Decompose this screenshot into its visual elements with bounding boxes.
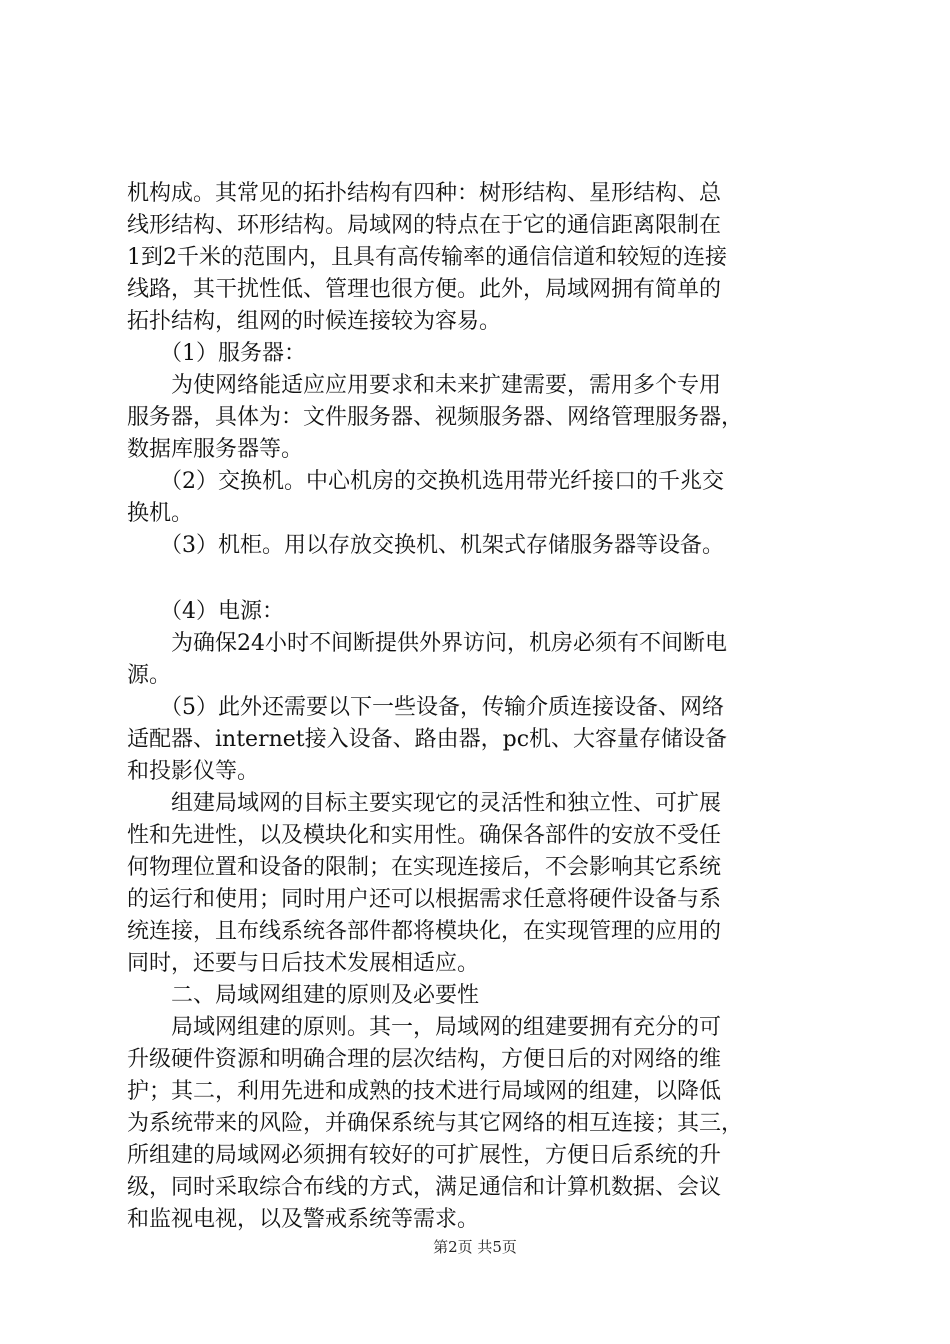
text-line: 机构成。其常见的拓扑结构有四种：树形结构、星形结构、总 xyxy=(127,181,722,206)
text-line: 1到2千米的范围内，且具有高传输率的通信信道和较短的连接 xyxy=(127,245,727,270)
text-line: 同时，还要与日后技术发展相适应。 xyxy=(127,951,480,976)
text-line: 所组建的局域网必须拥有较好的可扩展性，方便日后系统的升 xyxy=(127,1143,722,1168)
text-line: （5）此外还需要以下一些设备，传输介质连接设备、网络 xyxy=(127,695,724,720)
text-line: 和投影仪等。 xyxy=(127,759,260,784)
text-line: 统连接，且布线系统各部件都将模块化，在实现管理的应用的 xyxy=(127,919,722,944)
text-line: 为确保24小时不间断提供外界访问，机房必须有不间断电 xyxy=(127,631,727,656)
text-line: 换机。 xyxy=(127,501,194,526)
text-line: 服务器，具体为：文件服务器、视频服务器、网络管理服务器， xyxy=(127,405,744,430)
text-line: 的运行和使用；同时用户还可以根据需求任意将硬件设备与系 xyxy=(127,887,722,912)
text-line: （4）电源： xyxy=(127,599,284,624)
text-line: 级，同时采取综合布线的方式，满足通信和计算机数据、会议 xyxy=(127,1175,722,1200)
text-line: （2）交换机。中心机房的交换机选用带光纤接口的千兆交 xyxy=(127,469,724,494)
text-line: 何物理位置和设备的限制；在实现连接后，不会影响其它系统 xyxy=(127,855,722,880)
text-line: 拓扑结构，组网的时候连接较为容易。 xyxy=(127,309,502,334)
text-line: 源。 xyxy=(127,663,172,688)
text-line: 护；其二，利用先进和成熟的技术进行局域网的组建，以降低 xyxy=(127,1079,722,1104)
text-line: 局域网组建的原则。其一，局域网的组建要拥有充分的可 xyxy=(127,1015,722,1040)
text-line: 二、局域网组建的原则及必要性 xyxy=(127,983,480,1008)
text-line: 性和先进性，以及模块化和实用性。确保各部件的安放不受任 xyxy=(127,823,722,848)
text-line: （1）服务器： xyxy=(127,341,306,366)
text-line: 组建局域网的目标主要实现它的灵活性和独立性、可扩展 xyxy=(127,791,722,816)
text-line: 线形结构、环形结构。局域网的特点在于它的通信距离限制在 xyxy=(127,213,722,238)
page-number-footer: 第2页 共5页 xyxy=(433,1238,517,1256)
text-line: 适配器、internet接入设备、路由器，pc机、大容量存储设备 xyxy=(127,727,728,752)
text-line xyxy=(127,562,827,596)
document-body xyxy=(127,178,827,1236)
text-line: （3）机柜。用以存放交换机、机架式存储服务器等设备。 xyxy=(127,533,724,558)
text-line: 线路，其干扰性低、管理也很方便。此外，局域网拥有简单的 xyxy=(127,277,722,302)
text-line: 数据库服务器等。 xyxy=(127,437,304,462)
text-line: 为系统带来的风险，并确保系统与其它网络的相互连接；其三， xyxy=(127,1111,744,1136)
text-line: 为使网络能适应应用要求和未来扩建需要，需用多个专用 xyxy=(127,373,722,398)
text-line: 升级硬件资源和明确合理的层次结构，方便日后的对网络的维 xyxy=(127,1047,722,1072)
text-line: 和监视电视，以及警戒系统等需求。 xyxy=(127,1207,480,1232)
